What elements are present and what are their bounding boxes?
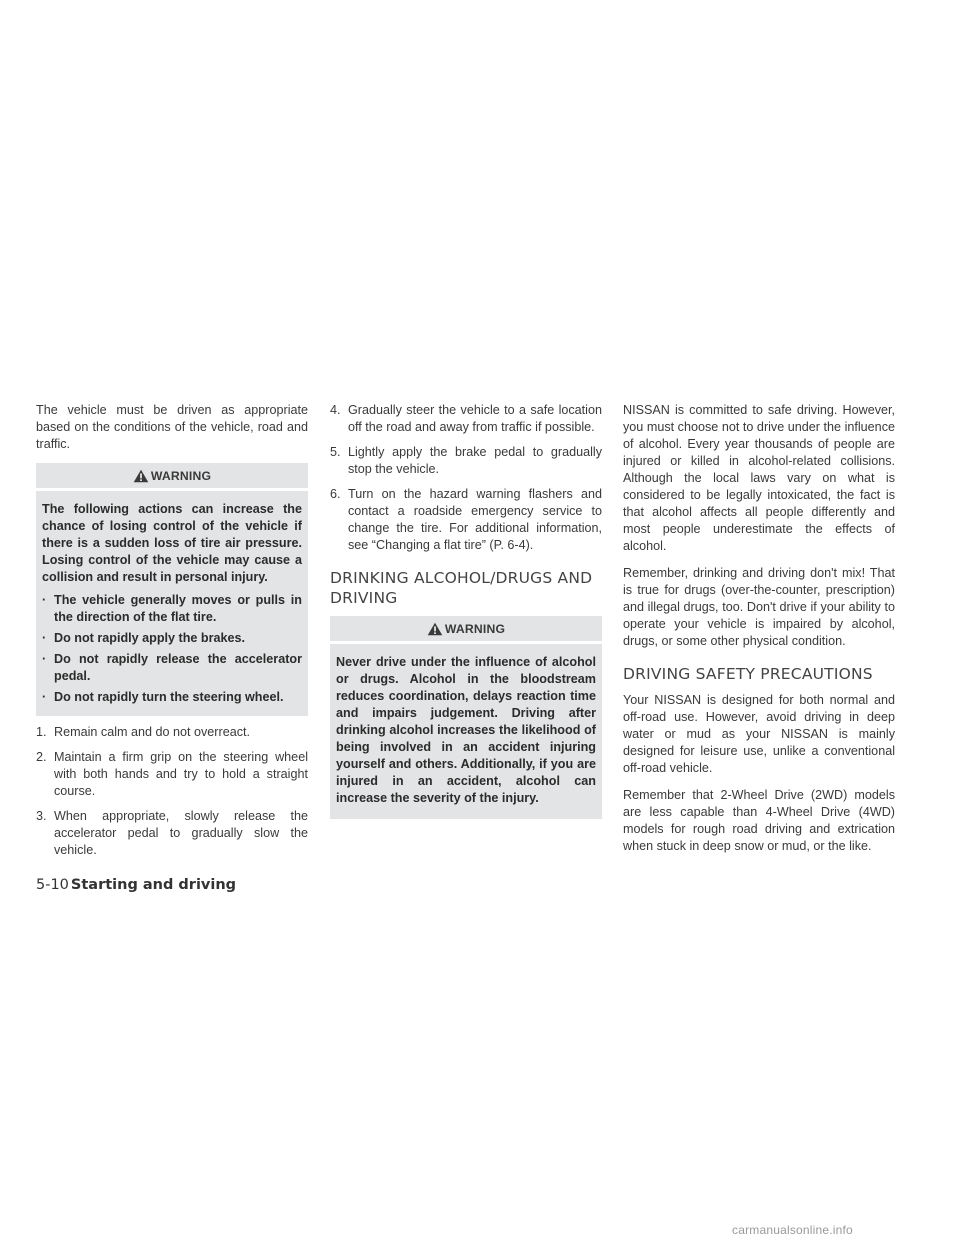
step-item: 3. When appropriate, slowly release the accelerator pedal to gradually slow the vehicle. [36,809,308,857]
page-footer [36,877,236,894]
warning-header [36,463,308,491]
step-item: 1. Remain calm and do not overreact. [36,725,251,739]
column-2 [330,402,602,827]
section-heading-safety: DRIVING SAFETY PRECAUTIONS [623,665,873,683]
warning-header [330,616,602,644]
warning-box-tire [36,463,308,716]
column-1 [36,402,308,867]
warning-bullet: · Do not rapidly turn the steering wheel. [42,690,284,704]
warning-text: The following actions can increase the chance of losing control of the vehicle if there is a sudden loss of tire air pressure. Losing control of the vehicle may cause a collision and result in personal injury. [42,502,302,584]
paragraph: NISSAN is committed to safe driving. However, you must choose not to drive under the influence of alcohol. Every year thousands of people are injured or killed in alcohol-related collisions. Although the local laws vary on what is considered to be legally intoxicated, the fact is that alcohol affects all people differently and most people underestimate the effects of alcohol. [623,403,895,553]
section-heading-drinking: DRINKING ALCOHOL/DRUGS AND DRIVING [330,569,593,607]
warning-bullet: · Do not rapidly release the accelerator pedal. [42,652,302,683]
step-item: 6. Turn on the hazard warning flashers and contact a roadside emergency service to change the tire. For additional information, see “Changing a flat tire” (P. 6-4). [330,487,602,552]
paragraph: Remember that 2-Wheel Drive (2WD) models are less capable than 4-Wheel Drive (4WD) models for rough road driving and extrication when stuck in deep snow or mud, or the like. [623,788,895,853]
watermark: carmanualsonline.info [732,1223,853,1237]
page-number: 5-10 [36,877,69,893]
step-item: 4. Gradually steer the vehicle to a safe location off the road and away from traffic if possible. [330,403,602,434]
warning-body [42,501,302,706]
warning-triangle-icon [427,622,443,636]
step-item: 5. Lightly apply the brake pedal to gradually stop the vehicle. [330,445,602,476]
warning-bullet: · Do not rapidly apply the brakes. [42,631,246,645]
warning-body [336,654,596,807]
step-item: 2. Maintain a firm grip on the steering wheel with both hands and try to hold a straight course. [36,750,308,798]
warning-triangle-icon [133,469,149,483]
column-3 [623,402,895,865]
intro-paragraph: The vehicle must be driven as appropriate based on the conditions of the vehicle, road and traffic. [36,403,308,451]
chapter-title: Starting and driving [70,877,237,893]
warning-bullet: · The vehicle generally moves or pulls in the direction of the flat tire. [42,593,302,624]
warning-box-alcohol [330,616,602,819]
warning-title: WARNING [444,621,506,636]
warning-text: Never drive under the influence of alcohol or drugs. Alcohol in the bloodstream reduces coordination, delays reaction time and impairs judgement. Driving after drinking alcohol increases the likelihood of being involved in an accident injuring yourself and others. Additionally, if you are injured in an accident, alcohol can increase the severity of the injury. [336,655,596,805]
warning-title: WARNING [150,468,212,483]
paragraph: Remember, drinking and driving don't mix! That is true for drugs (over-the-counter, prescription) and illegal drugs, too. Don't drive if your ability to operate your vehicle is impaired by alcohol, drugs, or some other physical condition. [623,566,895,648]
paragraph: Your NISSAN is designed for both normal and off-road use. However, avoid driving in deep water or mud as your NISSAN is mainly designed for leisure use, unlike a conventional off-road vehicle. [623,693,895,775]
